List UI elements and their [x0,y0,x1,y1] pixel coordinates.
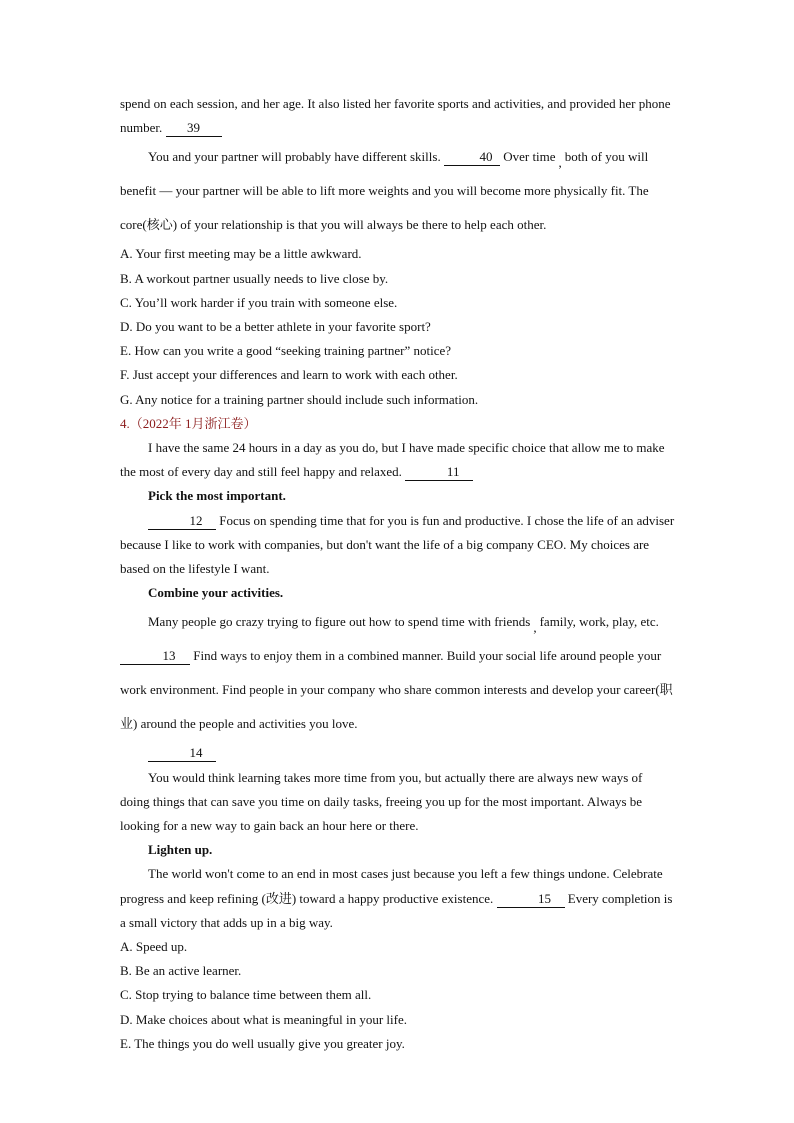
s4-heading: 4.（2022年 1月浙江卷） [120,415,257,431]
blank-15: 15 [497,891,565,908]
s3-option-f: F. Just accept your differences and learn to work with each other. [120,367,458,383]
s4-p6-text: Every completion is a small victory that adds up in a big way. [120,890,673,930]
s4-subheading-1: Pick the most important. [148,488,286,504]
s4-comma: , [533,620,537,636]
s3-p2-text-a: You and your partner will probably have different skills. [148,149,441,165]
s3-paragraph-2 [120,140,675,242]
s3-paragraph-1 [120,92,675,140]
s3-p2-text-b: Over time [503,149,556,165]
s4-p3-text-a: Many people go crazy trying to figure out how to spend time with friends [148,614,531,630]
s3-p2-text-c: both of you will benefit — your partner will be able to lift more weights and you will become more physically fit. The core(核心) of your relationship is that you will always be there to help each other. [120,149,649,233]
blank-11: 11 [405,464,473,481]
s4-paragraph-5 [120,862,675,935]
s4-option-c: C. Stop trying to balance time between them all. [120,987,372,1003]
s3-p1-text: spend on each session, and her age. It also listed her favorite sports and activities, and provided her phone number. [120,96,671,136]
s4-subheading-3: Lighten up. [148,842,213,858]
s3-option-e: E. How can you write a good “seeking training partner” notice? [120,343,452,359]
blank-40: 40 [444,149,500,166]
blank-13: 13 [120,648,190,665]
s4-option-a: A. Speed up. [120,939,188,955]
s3-options [120,242,675,411]
s3-option-g: G. Any notice for a training partner should include such information. [120,391,479,407]
s4-options [120,935,675,1056]
s4-option-e: E. The things you do well usually give you greater joy. [120,1035,405,1051]
s4-p5-text: The world won't come to an end in most cases just because you left a few things undone. Celebrate progress and keep refining (改进) toward a happy productive existence. [120,866,663,906]
s3-option-d: D. Do you want to be a better athlete in your favorite sport? [120,319,431,335]
s4-paragraph-4: You would think learning takes more time from you, but actually there are always new ways of doing things that can save you time on daily tasks, freeing you up for the most important. Always be looking for a new way to gain back an hour here or there. [120,769,643,834]
s4-subheading-2: Combine your activities. [148,585,284,601]
page-content [120,92,675,1056]
s3-option-c: C. You’ll work harder if you train with someone else. [120,294,398,310]
s4-paragraph-3 [120,605,675,741]
s4-option-d: D. Make choices about what is meaningful in your life. [120,1011,408,1027]
s4-p2-text: Focus on spending time that for you is fun and productive. I chose the life of an adviser because I like to work with companies, but don't want the life of a big company CEO. My choices are based on the lifestyle I want. [120,512,675,577]
s4-p1-text: I have the same 24 hours in a day as you do, but I have made specific choice that allow me to make the most of every day and still feel happy and relaxed. [120,440,665,480]
s4-blank-14-line [120,741,675,765]
s4-p3-text-b: family, work, play, etc. [539,614,659,630]
blank-39: 39 [166,120,222,137]
s4-paragraph-1 [120,436,675,484]
s4-option-b: B. Be an active learner. [120,963,242,979]
s4-p3-text-c: Find ways to enjoy them in a combined manner. Build your social life around people your work environment. Find people in your company who share common interests and develop your career(职业) around the people and activities you love. [120,648,673,732]
blank-14: 14 [148,745,216,762]
s3-comma: , [558,155,562,171]
s4-paragraph-2 [120,509,675,582]
blank-12: 12 [148,513,216,530]
s3-option-a: A. Your first meeting may be a little awkward. [120,246,362,262]
s3-option-b: B. A workout partner usually needs to live close by. [120,270,389,286]
